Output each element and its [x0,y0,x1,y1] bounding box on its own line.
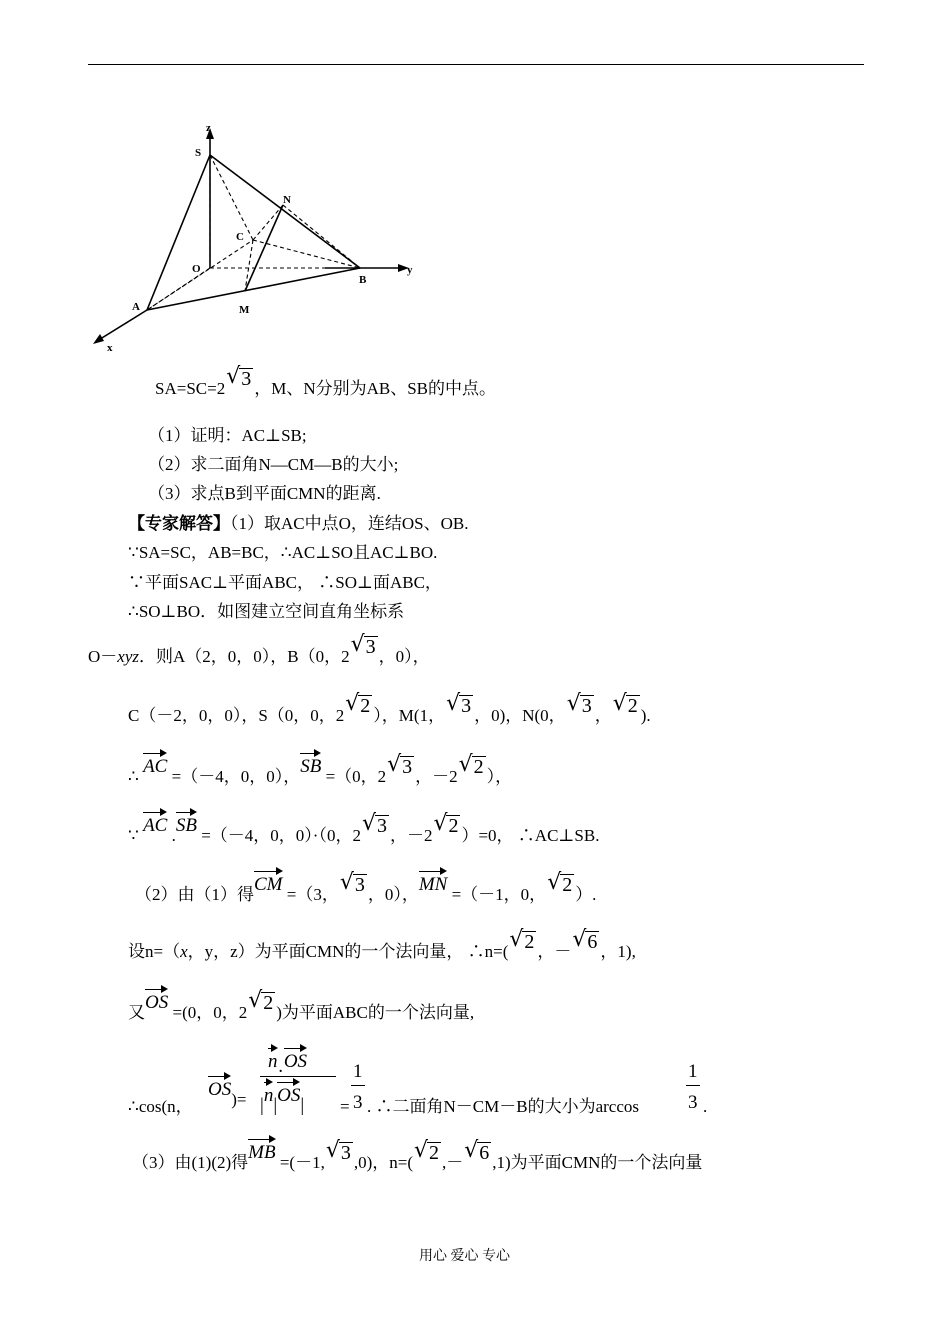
cos-fraction-bar [260,1076,336,1077]
sqrt: √ 3 [226,364,252,390]
fraction-2-numerator: 1 [688,1061,698,1082]
question-1: （1）证明：AC⊥SB; [148,426,307,445]
page-footer: 用心 爱心 专心 [419,1249,510,1264]
figure-label-x: x [107,342,113,354]
answer-line-2: ∵SA=SC，AB=BC，∴AC⊥SO且AC⊥BO. [128,543,438,562]
figure-label-a: A [132,301,140,313]
os-vector-line: 又OS =(0，0，2 √ 2 )为平面ABC的一个法向量, [128,988,475,1022]
figure-label-s: S [195,147,202,159]
answer-heading: 【专家解答】 [128,514,230,533]
fraction-2-bar [686,1085,700,1086]
figure-label-z: z [206,122,211,134]
vector-ac-sb-line: ∴ AC =（－4，0，0），SB =（0，2 √ 3 ，－2 √ 2 ）， [128,752,513,786]
pyramid-figure [85,115,425,360]
answer-line-4: ∴SO⊥BO．如图建立空间直角坐标系 [128,602,405,621]
part-3-line: （3）由(1)(2)得MB =(－1, √ 3 ,0)，n=( √ 2 ,－ √ 6 ,1)为平面CMN的一个法向量 [132,1138,703,1172]
question-2: （2）求二面角N—CM—B的大小; [148,455,399,474]
question-3: （3）求点B到平面CMN的距离. [148,484,381,503]
condition-line: SA=SC=2 √ 3 ，M、N分别为AB、SB的中点。 [155,364,497,398]
part-2-vectors-line: （2）由（1）得CM =（3， √ 3 ，0），MN =（－1，0， √ 2 ）. [135,870,597,904]
figure-label-n: N [283,194,291,206]
points-line: C（－2，0，0），S（0，0，2 √ 2 ），M(1， √ 3 ，0)，N(0， √ 3 ， √ 2 ). [128,691,651,725]
fraction-1-bar [351,1085,365,1086]
fraction-1-numerator: 1 [353,1061,363,1082]
figure-label-b: B [359,274,367,286]
figure-label-y: y [407,264,413,276]
fraction-1-denominator: 3 [353,1092,363,1113]
fraction-2-denominator: 3 [688,1092,698,1113]
normal-vector-line: 设n=（x，y，z）为平面CMN的一个法向量， ∴n=( √ 2 ，－ √ 6 ，1), [128,927,636,961]
figure-label-c: C [236,231,244,243]
answer-line-3: ∵平面SAC⊥平面ABC， ∴SO⊥面ABC， [128,573,442,592]
answer-line-1: 【专家解答】（1）取AC中点O，连结OS、OB. [128,514,469,533]
dot-product-line: ∵ AC .SB =（－4，0，0）·（0，2 √ 3 ，－2 √ 2 ）=0， ∴AC⊥SB. [128,811,600,845]
cos-denominator: |n|OS| [260,1092,304,1115]
cos-numerator: n·OS [268,1058,307,1081]
figure-label-m: M [239,304,250,316]
figure-label-o: O [192,263,201,275]
header-rule [88,64,864,65]
coordinate-line: O－xyz．则A（2，0，0），B（0，2 √ 3 ，0）， [88,632,430,666]
